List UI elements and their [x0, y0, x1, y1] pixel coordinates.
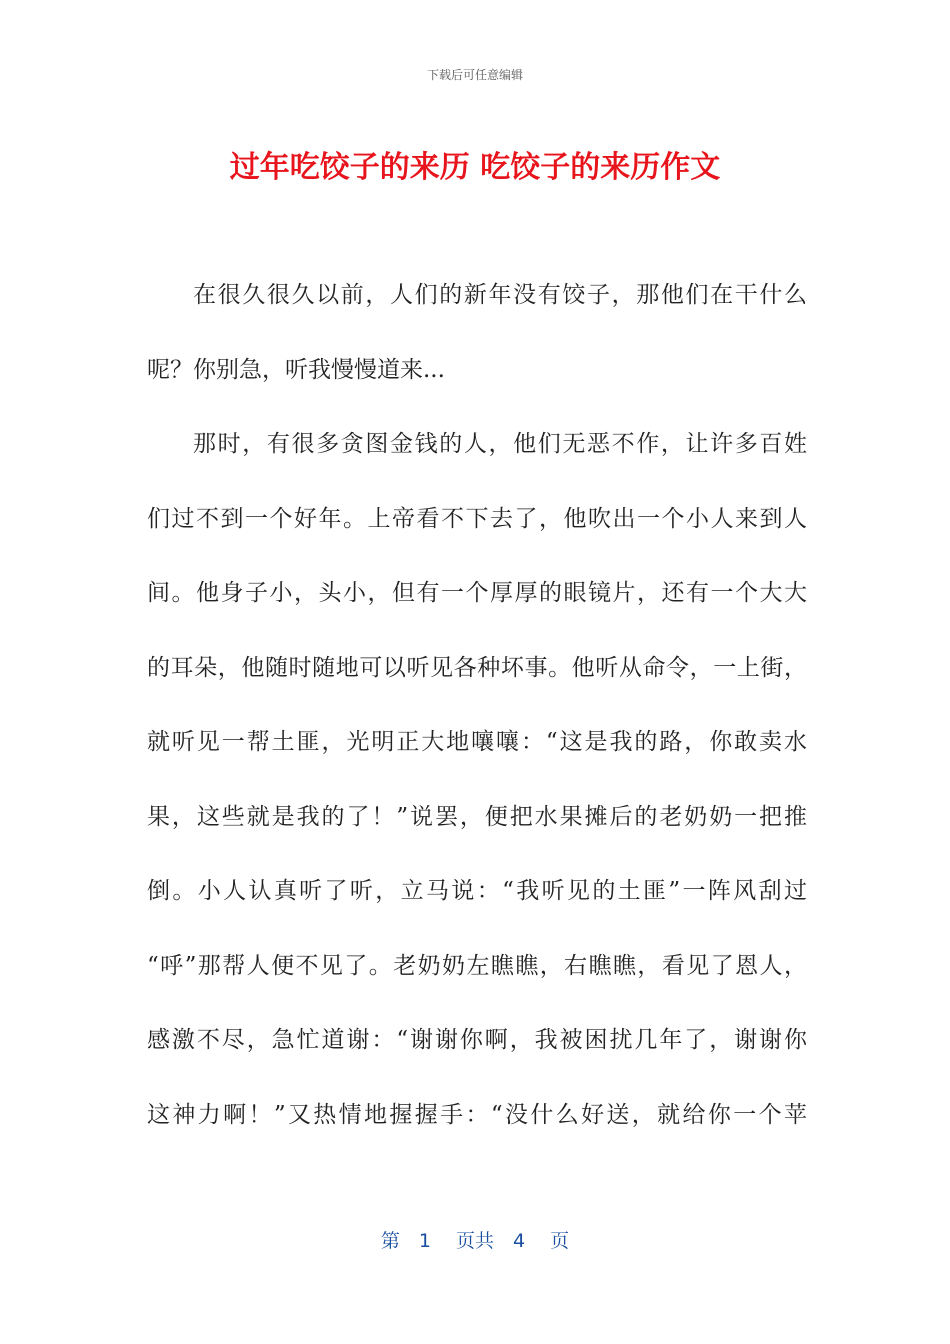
paragraph-line: 果，这些就是我的了！”说罢，便把水果摊后的老奶奶一把推	[147, 803, 807, 830]
header-note: 下载后可任意编辑	[426, 68, 523, 82]
paragraph-line: 间。他身子小，头小，但有一个厚厚的眼镜片，还有一个大大	[147, 580, 807, 606]
paragraph-line: “呼”那帮人便不见了。老奶奶左瞧瞧，右瞧瞧，看见了恩人，	[147, 952, 807, 979]
paragraph-line: 这神力啊！”又热情地握握手：“没什么好送，就给你一个苹	[147, 1101, 807, 1128]
paragraph-line: 倒。小人认真听了听，立马说：“我听见的土匪”一阵风刮过	[147, 878, 807, 904]
paragraph-line: 们过不到一个好年。上帝看不下去了，他吹出一个小人来到人	[147, 505, 807, 532]
paragraph-line: 那时，有很多贪图金钱的人，他们无恶不作，让许多百姓	[193, 431, 807, 457]
paragraph-line: 就听见一帮土匪，光明正大地嚷嚷：“这是我的路，你敢卖水	[147, 729, 807, 755]
page-number-footer: 第 1 页共 4 页	[380, 1230, 570, 1252]
paragraph-line: 在很久很久以前，人们的新年没有饺子，那他们在干什么	[193, 282, 807, 308]
paragraph-line: 的耳朵，他随时随地可以听见各种坏事。他听从命令，一上街，	[147, 654, 807, 681]
paragraph-line: 呢？你别急，听我慢慢道来...	[147, 356, 445, 383]
document-title: 过年吃饺子的来历 吃饺子的来历作文	[229, 150, 721, 185]
paragraph-line: 感激不尽，急忙道谢：“谢谢你啊，我被困扰几年了，谢谢你	[147, 1027, 807, 1053]
document-body	[147, 277, 807, 1171]
